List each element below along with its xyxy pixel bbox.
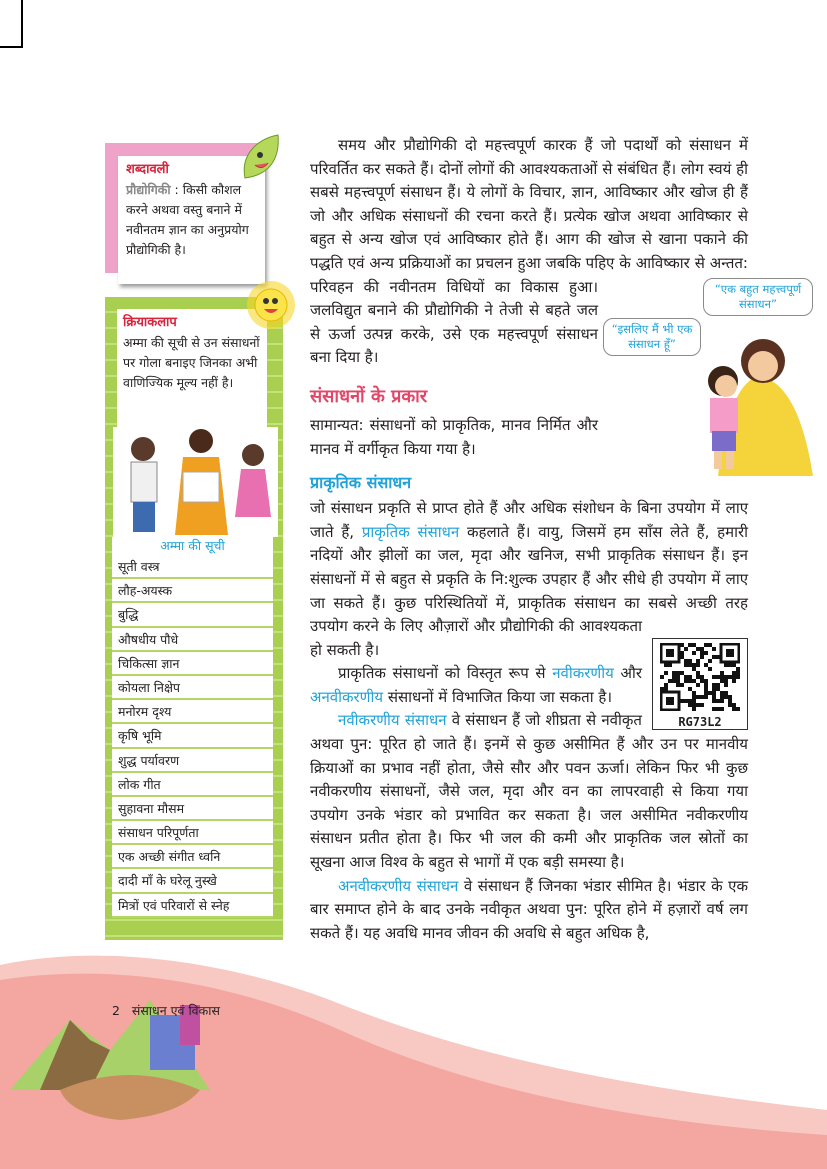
list-item[interactable]: चिकित्सा ज्ञान [112,652,273,676]
natural-paragraph-text: जो संसाधन प्रकृति से प्राप्त होते हैं और अधिक संशोधन के बिना उपयोग में लाए जाते हैं, [310,499,748,541]
activity-title: क्रियाकलाप [123,315,177,330]
glossary-term: प्रौद्योगिकी [126,182,171,197]
family-illustration [113,427,278,537]
term-non-renewable: अनवीकरणीय [310,687,384,706]
list-item[interactable]: लोक गीत [112,773,273,797]
classification-text: संसाधनों में विभाजित किया जा सकता है। [387,687,613,706]
sun-mascot-icon [245,279,297,331]
leaf-mascot-icon [240,133,280,183]
term-natural-resources: प्राकृतिक संसाधन [361,522,460,541]
qr-code-label: RG73L2 [678,715,722,730]
term-non-renewable-resources: अनवीकरणीय संसाधन [338,876,459,895]
list-item[interactable]: कोयला निक्षेप [112,676,273,700]
page-footer [112,1002,220,1019]
non-renewable-paragraph-text: वे संसाधन हैं जिनका भंडार सीमित है। भंडार के एक बार समाप्त होने के बाद उनके नवीकृत अथवा पुन: पूरित होने में हज़ारों वर्ष लग सकते हैं। यह अवधि मानव जीवन की अवधि से बहुत अधिक है, [310,876,748,942]
crop-mark [0,46,22,48]
list-item[interactable]: दादी माँ के घरेलू नुस्खे [112,869,273,893]
types-paragraph: सामान्यत: संसाधनों को प्राकृतिक, मानव निर्मित और मानव में वर्गीकृत किया गया है। [310,415,598,458]
section-heading-types: संसाधनों के प्रकार [310,385,428,407]
mother-child-illustration [598,276,827,476]
list-item[interactable]: शुद्ध पर्यावरण [112,749,273,773]
list-title: अम्मा की सूची [160,538,225,553]
classification-text: प्राकृतिक संसाधनों को विस्तृत रूप से [338,664,546,683]
book-title: संसाधन एवं विकास [131,1003,220,1018]
mother-child-figure [688,326,818,476]
bottom-wave-decoration [0,940,827,1169]
list-item[interactable]: कृषि भूमि [112,724,273,748]
crop-mark [21,0,23,48]
list-item[interactable]: सुहावना मौसम [112,797,273,821]
renewable-paragraph-text: वे संसाधन हैं जो शीघ्रता से नवीकृत अथवा पुन: पूरित हो जाते हैं। इनमें से कुछ असीमित हैं और उन पर मानवीय क्रियाओं का प्रभाव नहीं होता, जैसे सौर और पवन ऊर्जा। लेकिन फिर भी कुछ नवीकरणीय संसाधनों, जैसे जल, मृदा और वन का लापरवाही से किया गया उपयोग उनके भंडार को प्रभावित कर सकता है। जल असीमित नवीकरणीय संसाधन प्रतीत होता है। फिर भी जल की कमी और प्राकृतिक जल स्रोतों का सूखना आज विश्व के बहुत से भागों में एक बड़ी समस्या है। [310,711,748,872]
list-item[interactable]: सूती वस्त्र [112,555,273,579]
speech-bubble-mother: “एक बहुत महत्त्वपूर्ण संसाधन” [703,278,813,316]
qr-code-icon [660,643,740,711]
intro-paragraph: समय और प्रौद्योगिकी दो महत्त्वपूर्ण कारक हैं जो पदार्थों को संसाधन में परिवर्तित कर सकते हैं। दोनों लोगों की आवश्यकताओं से संबंधित हैं। लोग स्वयं ही सबसे महत्त्वपूर्ण संसाधन हैं। ये लोगों के विचार, ज्ञान, आविष्कार और खोज ही हैं जो और अधिक संसाधनों की रचना करते हैं। प्रत्येक खोज अथवा आविष्कार से बहुत से अन्य खोज एवं आविष्कार होते हैं। आग की खोज से खाना पकाने की पद्धति एवं अन्य प्रक्रियाओं का प्रचलन हुआ जबकि पहिए के आविष्कार से अन्तत: परिवहन की नवीनतम विधियों का विकास हुआ। जलविद्युत बनाने की प्रौद्योगिकी ने तेजी से बहते जल से ऊर्जा उत्पन्न करके, उसे एक महत्त्वपूर्ण संसाधन बना दिया है। [310,136,748,367]
list-item[interactable]: मनोरम दृश्य [112,700,273,724]
qr-code[interactable] [652,638,748,730]
list-item[interactable]: बुद्धि [112,603,273,627]
subheading-natural-resources: प्राकृतिक संसाधन [310,473,412,493]
term-renewable: नवीकरणीय [552,664,614,683]
glossary-box: शब्दावली प्रौद्योगिकी : किसी कौशल करने अथवा वस्तु बनाने में नवीनतम ज्ञान का अनुप्रयोग प्रौद्योगिकी है। [105,143,265,273]
glossary-title: शब्दावली [126,162,169,177]
list-item[interactable]: लौह-अयस्क [112,579,273,603]
list-item[interactable]: एक अच्छी संगीत ध्वनि [112,845,273,869]
classification-text: और [620,664,642,683]
page-number: 2 [112,1003,120,1018]
natural-paragraph-text: कहलाते हैं। वायु, जिसमें हम साँस लेते हैं, हमारी नदियों और झीलों का जल, मृदा और खनिज, सभी प्राकृतिक संसाधन हैं। इन संसाधनों में से बहुत से प्रकृति के नि:शुल्क उपहार हैं और सीधे ही उपयोग में लाए जा सकते हैं। कुछ परिस्थितियों में, प्राकृतिक संसाधन का सबसे अच्छी तरह उपयोग करने के लिए औज़ारों और प्रौद्योगिकी की आवश्यकता हो सकती है। [310,522,748,659]
glossary-definition: किसी कौशल करने अथवा वस्तु बनाने में नवीनतम ज्ञान का अनुप्रयोग प्रौद्योगिकी है। [126,182,249,257]
speech-bubble-child: “इसलिए मैं भी एक संसाधन हूँ” [603,318,701,356]
list-item[interactable]: मित्रों एवं परिवारों से स्नेह [112,894,273,918]
amma-list [112,537,273,918]
term-renewable-resources: नवीकरणीय संसाधन [338,711,447,730]
activity-text: अम्मा की सूची से उन संसाधनों पर गोला बनाइए जिनका अभी वाणिज्यिक मूल्य नहीं है। [123,335,260,390]
main-text-column [310,134,802,945]
list-item[interactable]: औषधीय पौधे [112,628,273,652]
list-item[interactable]: संसाधन परिपूर्णता [112,821,273,845]
